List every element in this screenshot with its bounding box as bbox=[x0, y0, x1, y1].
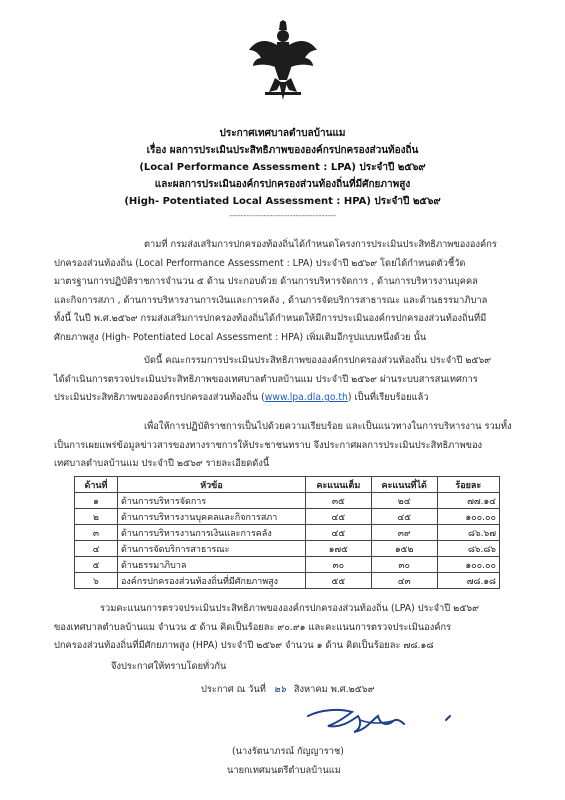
para3-line: เทศบาลตำบลบ้านแม ประจำปี ๒๕๖๙ รายละเอียดดังนี้ bbox=[54, 458, 270, 469]
col-header-got: คะแนนที่ได้ bbox=[371, 477, 437, 493]
subject-line-1: เรื่อง ผลการประเมินประสิทธิภาพขององค์กรปกครองส่วนท้องถิ่น bbox=[146, 145, 419, 156]
para2-text: ประเมินประสิทธิภาพขององค์กรปกครองส่วนท้องถิ่น ( bbox=[54, 392, 265, 403]
signer-name: (นางรัตนาภรณ์ กัญญาราช) bbox=[232, 746, 344, 757]
paragraph-publication bbox=[54, 418, 524, 474]
paragraph-assessment bbox=[54, 352, 524, 408]
cell-full: ๑๗๕ bbox=[305, 541, 371, 557]
para3-line: เพื่อให้การปฏิบัติราชการเป็นไปด้วยความเรียบร้อย และเป็นแนวทางในการบริหารงาน รวมทั้ง bbox=[144, 421, 512, 432]
table-row bbox=[75, 541, 500, 557]
score-table bbox=[74, 476, 500, 589]
para1-line: มาตรฐานการปฏิบัติราชการจำนวน ๕ ด้าน ประกอบด้วย ด้านการบริหารจัดการ , ด้านการบริหารงานบุคคล bbox=[54, 276, 478, 287]
cell-full: ๓๐ bbox=[305, 557, 371, 573]
cell-full: ๓๕ bbox=[305, 493, 371, 509]
cell-pct: ๘๖.๘๖ bbox=[437, 541, 499, 557]
cell-topic: องค์กรปกครองส่วนท้องถิ่นที่มีศักยภาพสูง bbox=[117, 573, 305, 589]
table-row bbox=[75, 557, 500, 573]
cell-pct: ๗๘.๑๘ bbox=[437, 573, 499, 589]
title-divider: ------------------------------------- bbox=[229, 211, 336, 220]
cell-topic: ด้านการจัดบริการสาธารณะ bbox=[117, 541, 305, 557]
subject-line-4: (High- Potentiated Local Assessment : HPA) ประจำปี ๒๕๖๙ bbox=[124, 196, 441, 207]
cell-no: ๕ bbox=[75, 557, 118, 573]
signature-mark bbox=[300, 700, 460, 740]
lpa-website-link[interactable]: www.lpa.dla.go.th bbox=[264, 392, 348, 403]
cell-no: ๑ bbox=[75, 493, 118, 509]
cell-topic: ด้านการบริหารงานบุคคลและกิจการสภา bbox=[117, 509, 305, 525]
cell-pct: ๗๗.๑๔ bbox=[437, 493, 499, 509]
cell-got: ๓๙ bbox=[371, 525, 437, 541]
para2-line-link bbox=[54, 389, 524, 408]
garuda-emblem bbox=[247, 20, 319, 102]
cell-pct: ๑๐๐.๐๐ bbox=[437, 557, 499, 573]
cell-no: ๓ bbox=[75, 525, 118, 541]
signer-title: นายกเทศมนตรีตำบลบ้านแม bbox=[227, 765, 341, 776]
issuer-title: ประกาศเทศบาลตำบลบ้านแม bbox=[219, 128, 346, 139]
cell-full: ๔๕ bbox=[305, 525, 371, 541]
col-header-pct: ร้อยละ bbox=[437, 477, 499, 493]
para1-line: ศักยภาพสูง (High- Potentiated Local Assessment : HPA) เพิ่มเติมอีกรูปแบบหนึ่งด้วย นั้น bbox=[54, 331, 427, 343]
col-header-full: คะแนนเต็ม bbox=[305, 477, 371, 493]
cell-got: ๑๕๒ bbox=[371, 541, 437, 557]
date-prefix: ประกาศ ณ วันที่ bbox=[201, 684, 266, 695]
table-row bbox=[75, 509, 500, 525]
subject-line-3: และผลการประเมินองค์กรปกครองส่วนท้องถิ่นที่มีศักยภาพสูง bbox=[154, 179, 411, 190]
para1-line: ปกครองส่วนท้องถิ่น (Local Performance Assessment : LPA) ประจำปี ๒๕๖๙ โดยได้กำหนดตัวชี้วัด bbox=[54, 257, 466, 269]
cell-topic: ด้านการบริหารจัดการ bbox=[117, 493, 305, 509]
col-header-topic: หัวข้อ bbox=[117, 477, 305, 493]
para2-text: ) เป็นที่เรียบร้อยแล้ว bbox=[347, 392, 429, 403]
cell-got: ๔๕ bbox=[371, 509, 437, 525]
cell-topic: ด้านการบริหารงานการเงินและการคลัง bbox=[117, 525, 305, 541]
date-suffix: สิงหาคม พ.ศ.๒๕๖๙ bbox=[293, 684, 375, 695]
cell-full: ๔๕ bbox=[305, 509, 371, 525]
para1-line: ตามที่ กรมส่งเสริมการปกครองท้องถิ่นได้กำหนดโครงการประเมินประสิทธิภาพขององค์กร bbox=[144, 239, 497, 250]
para3-line: เป็นการเผยแพร่ข้อมูลข่าวสารของทางราชการให้ประชาชนทราบ จึงประกาศผลการประเมินประสิทธิภาพของ bbox=[54, 439, 483, 451]
closing-text: จึงประกาศให้ทราบโดยทั่วกัน bbox=[111, 661, 227, 672]
table-row bbox=[75, 573, 500, 589]
announcement-date bbox=[201, 682, 375, 697]
para1-line: ทั้งนี้ ในปี พ.ศ.๒๕๖๙ กรมส่งเสริมการปกครองท้องถิ่นได้กำหนดให้มีการประเมินองค์กรปกครองส่วนท้องถิ่นที่มี bbox=[54, 313, 487, 324]
date-day: ๒๖ bbox=[273, 684, 286, 695]
cell-no: ๔ bbox=[75, 541, 118, 557]
cell-no: ๒ bbox=[75, 509, 118, 525]
cell-no: ๖ bbox=[75, 573, 118, 589]
paragraph-background bbox=[54, 236, 524, 347]
cell-got: ๒๔ bbox=[371, 493, 437, 509]
table-header-row bbox=[75, 477, 500, 493]
summary-line: ปกครองส่วนท้องถิ่นที่มีศักยภาพสูง (HPA) ประจำปี ๒๕๖๙ จำนวน ๑ ด้าน คิดเป็นร้อยละ ๗๘.๑๘ bbox=[54, 640, 434, 651]
para2-line: บัดนี้ คณะกรรมการประเมินประสิทธิภาพขององค์กรปกครองส่วนท้องถิ่น ประจำปี ๒๕๖๙ bbox=[144, 355, 492, 366]
para1-line: และกิจการสภา , ด้านการบริหารงานการเงินและการคลัง , ด้านการจัดบริการสาธารณะ และด้านธรรมาภิบาล bbox=[54, 294, 488, 306]
table-row bbox=[75, 493, 500, 509]
para2-line: ได้ดำเนินการตรวจประเมินประสิทธิภาพของเทศบาลตำบลบ้านแม ประจำปี ๒๕๖๙ ผ่านระบบสารสนเทศการ bbox=[54, 373, 478, 385]
summary-paragraph bbox=[54, 600, 524, 656]
table-row bbox=[75, 525, 500, 541]
cell-pct: ๑๐๐.๐๐ bbox=[437, 509, 499, 525]
subject-line-2: (Local Performance Assessment : LPA) ประจำปี ๒๕๖๙ bbox=[139, 162, 426, 173]
cell-topic: ด้านธรรมาภิบาล bbox=[117, 557, 305, 573]
summary-line: ของเทศบาลตำบลบ้านแม จำนวน ๕ ด้าน คิดเป็นร้อยละ ๙๐.๙๑ และคะแนนการตรวจประเมินองค์กร bbox=[54, 621, 452, 633]
summary-line: รวมคะแนนการตรวจประเมินประสิทธิภาพขององค์กรปกครองส่วนท้องถิ่น (LPA) ประจำปี ๒๕๖๙ bbox=[100, 603, 479, 614]
cell-got: ๔๓ bbox=[371, 573, 437, 589]
cell-full: ๕๕ bbox=[305, 573, 371, 589]
cell-pct: ๘๖.๖๗ bbox=[437, 525, 499, 541]
col-header-no: ด้านที่ bbox=[75, 477, 118, 493]
cell-got: ๓๐ bbox=[371, 557, 437, 573]
